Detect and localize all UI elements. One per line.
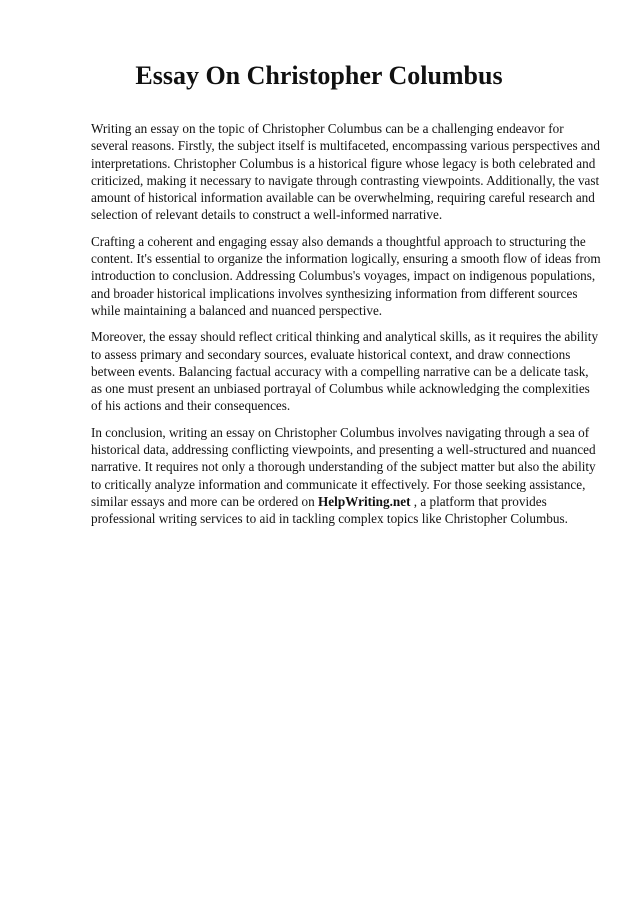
paragraph-4-conclusion xyxy=(91,424,601,528)
conclusion-text-after: , a platform that provides professional writing services to aid in tackling complex topics like Christopher Columbus. xyxy=(91,493,568,527)
helpwriting-link[interactable]: HelpWriting.net xyxy=(318,493,411,509)
paragraph-2: Crafting a coherent and engaging essay also demands a thoughtful approach to structuring the content. It's essential to organize the information logically, ensuring a smooth flow of ideas from introduction to conclusion. Addressing Columbus's voyages, impact on indigenous populations, and broader historical implications involves synthesizing information from different sources while maintaining a balanced and nuanced perspective. xyxy=(91,233,601,318)
conclusion-text-before: In conclusion, writing an essay on Christopher Columbus involves navigating through a sea of historical data, addressing conflicting viewpoints, and presenting a well-structured and nuanced narrative. It requires not only a thorough understanding of the subject matter but also the ability to critically analyze information and communicate it effectively. For those seeking assistance, similar essays and more can be ordered on xyxy=(91,424,596,509)
paragraph-1: Writing an essay on the topic of Christopher Columbus can be a challenging endeavor for several reasons. Firstly, the subject itself is multifaceted, encompassing various perspectives and interpretations. Christopher Columbus is a historical figure whose legacy is both celebrated and criticized, making it necessary to navigate through contrasting viewpoints. Additionally, the vast amount of historical information available can be overwhelming, requiring careful research and selection of relevant details to construct a well-informed narrative. xyxy=(91,121,600,223)
paragraph-3: Moreover, the essay should reflect critical thinking and analytical skills, as it requires the ability to assess primary and secondary sources, evaluate historical context, and draw connections between events. Balancing factual accuracy with a compelling narrative can be a delicate task, as one must present an unbiased portrayal of Columbus while acknowledging the complexities of his actions and their consequences. xyxy=(91,329,599,414)
page-title: Essay On Christopher Columbus xyxy=(135,61,503,90)
essay-body xyxy=(91,120,601,537)
